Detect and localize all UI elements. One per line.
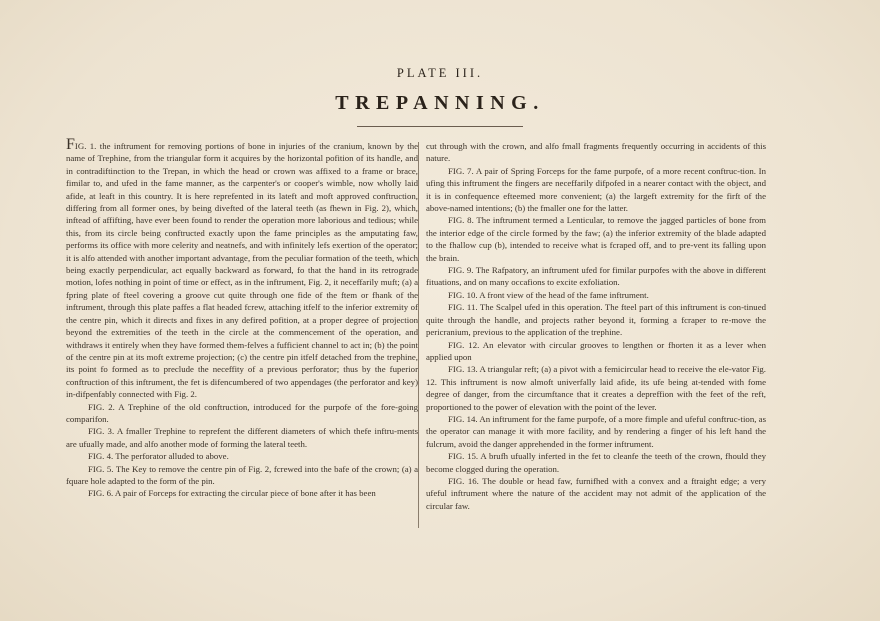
paragraph-fig-2: FIG. 2. A Trephine of the old conftruction, introduced for the purpofe of the fore-going comparifon. bbox=[66, 401, 418, 424]
paragraph-fig-9: FIG. 9. The Rafpatory, an inftrument ufed for fimilar purpofes with the above in different fituations, and on many occafions to excite exfoliation. bbox=[426, 265, 766, 288]
right-column bbox=[426, 140, 766, 512]
paragraph-fig-10: FIG. 10. A front view of the head of the fame inftrument. bbox=[448, 289, 649, 300]
paragraph-fig-6: FIG. 6. A pair of Forceps for extracting the circular piece of bone after it has been bbox=[88, 488, 376, 499]
plate-number: PLATE III. bbox=[396, 66, 484, 80]
title-underline bbox=[357, 126, 523, 127]
paragraph-fig-12: FIG. 12. An elevator with circular grooves to lengthen or fhorten it as a lever when applied upon bbox=[426, 339, 766, 362]
paragraph-fig-7: FIG. 7. A pair of Spring Forceps for the fame purpofe, of a more recent conftruc-tion. In ufing this inftrument the fingers are neceffarily difpofed in a nearer contact with the object, and it is in confequence efteemed more convenient; (a) the largeft extremity for the firft of the above-named intentions; (b) the fmaller one for the latter. bbox=[426, 165, 766, 214]
column-divider bbox=[418, 142, 419, 528]
paragraph-fig-13: FIG. 13. A triangular reft; (a) a pivot with a femicircular head to receive the ele-vator Fig. 12. This inftrument is now almoft univerfally laid afide, its ufe being at-tended with fome degree of danger, from the circumftance that it creates a depreffion with the feet of the reft, proportioned to the power of elevation with the point of the lever. bbox=[426, 364, 766, 412]
paragraph-fig-5: FIG. 5. The Key to remove the centre pin of Fig. 2, fcrewed into the bafe of the crown; (a) a fquare hole adapted to the form of the pin. bbox=[66, 463, 418, 486]
paragraph-fig-16: FIG. 16. The double or head faw, furnifhed with a convex and a ftraight edge; a very ufeful inftrument where the nature of the accident may not admit of the application of the circular faw. bbox=[426, 475, 766, 511]
paragraph-fig-8: FIG. 8. The inftrument termed a Lenticular, to remove the jagged particles of bone from the interior edge of the circle formed by the faw; (a) the inferior extremity of the blade adapted to the fhallow cup (b), intended to receive what is fcraped off, and to pre-vent its falling upon the brain. bbox=[426, 215, 766, 263]
paragraph-continuation: cut through with the crown, and alfo fmall fragments frequently occurring in accidents of this nature. bbox=[426, 141, 766, 164]
paragraph-fig-15: FIG. 15. A brufh ufually inferted in the fet to cleanfe the teeth of the crown, fhould they become clogged during the operation. bbox=[426, 451, 766, 474]
paragraph-fig-11: FIG. 11. The Scalpel ufed in this operation. The fteel part of this inftrument is con-tinued quite through the handle, and projects rather beyond it, forming a fcraper to re-move the pericranium, previous to the application of the trephine. bbox=[426, 302, 766, 338]
paragraph-fig-1 bbox=[66, 136, 418, 401]
paragraph-fig-3: FIG. 3. A fmaller Trephine to reprefent the different diameters of which thefe inftru-ments are ufually made, and alfo another mode of forming the lateral teeth. bbox=[66, 426, 418, 449]
drop-initial: F bbox=[66, 136, 75, 153]
page-title: TREPANNING. bbox=[335, 92, 545, 114]
left-column bbox=[66, 136, 418, 500]
paragraph-text: IG. 1. the inftrument for removing portions of bone in injuries of the cranium, known by the name of Trephine, from the triangular form it acquires by the horizontal pofition of its handle, and in contradiftinction to the Trepan, in which the head or crown was affixed to a frame or brace, fimilar to, and ufed in the fame manner, as the carpenter's or cooper's wimble, now wholly laid afide, at leaft in this country. It is here reprefented in its lateft and moft approved conftruction, differing from all former ones, by being divefted of the lateral teeth (as fhewn in Fig. 2), which, inftead of affifting, have ever been found to render the operation more laborious and tedious; while this, from its circle being conftructed exactly upon the fame principles as the amputating faw, performs its office with more celerity and neatnefs, and with infinitely lefs exertion of the operator; it is alfo attended with another important advantage, from the peculiar formation of the teeth, which being exactly perpendicular, act equally backward as forward, fo that the hand in its retrograde motion, lofes nothing in point of time or effect, as in the inftrument, Fig. 2, it neceffarily muft; (a) a fpring plate of fteel covering a groove cut quite through one fide of the ftem or fhank of the inftrument, through this plate paffes a flat headed fcrew, attaching itfelf to the inferior extremity of the centre pin, which it directs and fixes in any defired pofition, at a proper degree of projection beyond the extremities of the teeth in the circle at the commencement of the operation, and withdraws it entirely when they have formed them-felves a fufficient channel to act in; (b) the point of the centre pin at its moft extreme projection; (c) the centre pin itfelf detached from the trephine, its point fo formed as to preclude the neceffity of a previous perforator; thus by the fuperior conftruction of this inftrument, the fet is difencumbered of two appendages (the perforator and key) in-difpenfably connected with Fig. 2. bbox=[66, 141, 418, 400]
paragraph-fig-14: FIG. 14. An inftrument for the fame purpofe, of a more fimple and ufeful conftruc-tion, as the operator can manage it with more facility, and by rendering a finger of his left hand the fulcrum, avoid the danger apprehended in the former inftrument. bbox=[426, 413, 766, 449]
paragraph-fig-4: FIG. 4. The perforator alluded to above. bbox=[88, 451, 229, 462]
